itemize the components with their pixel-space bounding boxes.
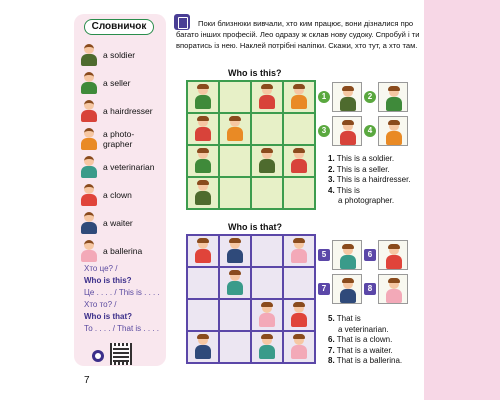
answer-sentence: 5. That is a veterinarian. [328,314,389,334]
profession-illustration [80,240,98,262]
veterinarian-figure [227,271,243,295]
photographer-figure [291,85,307,109]
photographer-figure [386,121,400,141]
phrase-line: Хто це? / [84,264,118,273]
profession-illustration [80,212,98,234]
vocabulary-word: a veterinarian [103,162,155,172]
grid-cell[interactable] [284,114,314,144]
soldier-figure [259,149,275,173]
vocabulary-item [80,240,142,262]
answer-sentence: 6. That is a clown. [328,335,393,344]
vocabulary-word: a photo- grapher [103,129,135,149]
grid-cell[interactable] [252,236,282,266]
answer-number: 8 [364,283,376,295]
answer-number: 3 [318,125,330,137]
waiter-figure [195,335,211,359]
grid-cell [188,114,218,144]
grid-cell [188,146,218,176]
grid-cell[interactable] [188,268,218,298]
sentence-list-that [328,314,402,367]
section-title-this: Who is this? [228,68,282,78]
grid-cell [252,300,282,330]
phrase-line: Who is that? [84,312,132,321]
answer-number: 4 [364,125,376,137]
hairdresser-figure [195,117,211,141]
qr-code-icon[interactable] [110,343,132,365]
veterinarian-figure [340,245,354,265]
grid-cell [284,146,314,176]
vocabulary-word: a clown [103,190,132,200]
vocabulary-item [80,44,135,66]
grid-cell[interactable] [252,268,282,298]
page-number: 7 [84,375,90,386]
profession-illustration [80,128,98,150]
answer-sentence: 3. This is a hairdresser. [328,175,411,184]
grid-cell [284,300,314,330]
seller-figure [195,149,211,173]
sticker-answer-box[interactable] [378,274,408,304]
photographer-figure [227,117,243,141]
grid-cell[interactable] [188,300,218,330]
grid-cell [188,82,218,112]
grid-cell[interactable] [284,178,314,208]
ballerina-figure [291,335,307,359]
answer-number: 2 [364,91,376,103]
profession-illustration [80,100,98,122]
instruction-text: Поки близнюки вивчали, хто ким працює, вони дізналися про багато інших професій. Лео одразу ж склав нову судоку. Спробуй і ти впоратись із нею. Наклей потрібні наліпки. Скажи, хто тут, а хто там. [176,19,420,50]
clown-figure [291,303,307,327]
veterinarian-figure [259,335,275,359]
vocabulary-item [80,128,134,150]
grid-cell [284,82,314,112]
grid-cell [188,236,218,266]
grid-cell[interactable] [220,332,250,362]
sticker-answer-box[interactable] [332,82,362,112]
profession-illustration [80,184,98,206]
sudoku-grid-this [186,80,316,210]
grid-cell [220,236,250,266]
ballerina-figure [386,279,400,299]
vocabulary-title: Словничок [84,19,154,35]
profession-illustration [80,72,98,94]
phrase-line: Це . . . . / This is . . . . [84,288,160,297]
answer-number: 5 [318,249,330,261]
clown-figure [386,245,400,265]
grid-cell [188,332,218,362]
phrase-line: То . . . . / That is . . . . [84,324,159,333]
headphones-icon[interactable] [92,350,104,362]
grid-cell[interactable] [220,300,250,330]
grid-cell [220,114,250,144]
sticker-answer-box[interactable] [332,274,362,304]
profession-illustration [80,156,98,178]
sticker-answer-box[interactable] [378,240,408,270]
grid-cell[interactable] [284,268,314,298]
hairdresser-figure [259,85,275,109]
sticker-answer-box[interactable] [378,116,408,146]
answer-sentence: 8. That is a ballerina. [328,356,403,365]
phrase-line: Хто то? / [84,300,117,309]
grid-cell[interactable] [220,146,250,176]
section-title-that: Who is that? [228,222,282,232]
vocabulary-panel [74,14,166,366]
clown-figure [195,239,211,263]
grid-cell [252,82,282,112]
vocabulary-word: a hairdresser [103,106,153,116]
hairdresser-figure [340,121,354,141]
answer-number: 1 [318,91,330,103]
sticker-answer-box[interactable] [332,116,362,146]
soldier-figure [195,181,211,205]
grid-cell [220,268,250,298]
seller-figure [386,87,400,107]
vocabulary-word: a seller [103,78,131,88]
seller-figure [195,85,211,109]
vocabulary-item [80,156,155,178]
answer-number: 6 [364,249,376,261]
sticker-answer-box[interactable] [332,240,362,270]
hairdresser-figure [291,149,307,173]
vocabulary-word: a soldier [103,50,136,60]
vocabulary-word: a waiter [103,218,133,228]
grid-cell[interactable] [220,178,250,208]
grid-cell [284,332,314,362]
vocabulary-item [80,72,130,94]
grid-cell[interactable] [220,82,250,112]
answer-sentence: 1. This is a soldier. [328,154,395,163]
phrase-line: Who is this? [84,276,132,285]
grid-cell[interactable] [252,178,282,208]
sticker-answer-box[interactable] [378,82,408,112]
side-decoration [424,0,500,400]
answer-sentence: 4. This is a photographer. [328,185,395,205]
sudoku-grid-that [186,234,316,364]
profession-illustration [80,44,98,66]
ballerina-figure [291,239,307,263]
waiter-figure [340,279,354,299]
answer-sentence: 2. This is a seller. [328,164,390,174]
ballerina-figure [259,303,275,327]
vocabulary-item [80,184,132,206]
soldier-figure [340,87,354,107]
vocabulary-word: a ballerina [103,246,143,256]
sentence-list-this [328,154,411,207]
grid-cell [284,236,314,266]
answer-sentence: 7. That is a waiter. [328,345,393,355]
answer-number: 7 [318,283,330,295]
vocabulary-item [80,212,133,234]
grid-cell[interactable] [252,114,282,144]
waiter-figure [227,239,243,263]
grid-cell [252,332,282,362]
grid-cell [188,178,218,208]
vocabulary-item [80,100,153,122]
grid-cell [252,146,282,176]
